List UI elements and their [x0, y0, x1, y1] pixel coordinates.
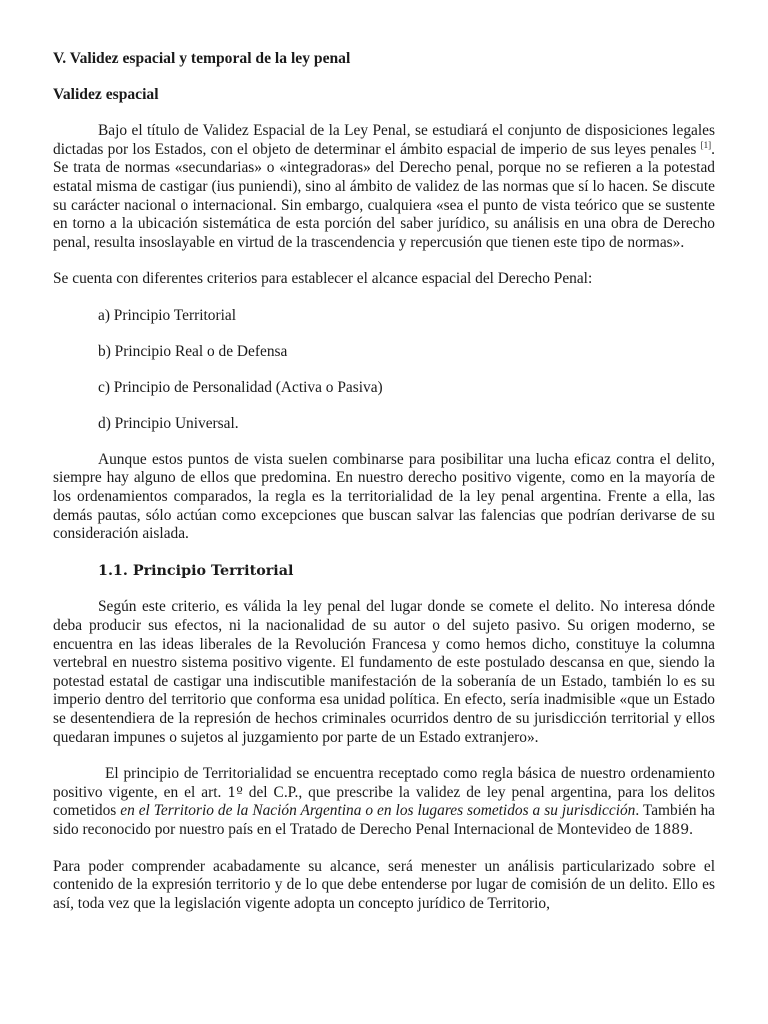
paragraph-reception-text-a: El principio de Territorialidad se encuentra receptado como regla básica de nuestro ordenamiento positivo vigente, en el art.	[53, 765, 715, 801]
paragraph-analysis: Para poder comprender acabadamente su alcance, será menester un análisis particularizado sobre el contenido de la expresión territorio y de lo que debe entenderse por lugar de comisión de un delito. Ello es así, toda vez que la legislación vigente adopta un concepto jurídico de Territorio,	[53, 857, 715, 912]
paragraph-reception	[53, 765, 715, 839]
paragraph-intro-text-a: Bajo el título de Validez Espacial de la Ley Penal, se estudiará el conjunto de disposiciones legales dictadas por los Estados, con el objeto de determinar el ámbito espacial de imperio de sus leyes penales	[53, 122, 715, 158]
footnote-ref[interactable]: [1]	[700, 139, 712, 150]
paragraph-criterion: Según este criterio, es válida la ley penal del lugar donde se comete el delito. No interesa dónde deba producir sus efectos, ni la nacionalidad de su autor o del sujeto pasivo. Su origen moderno, se encuentra en las ideas liberales de la Revolución Francesa y como hemos dicho, constituye la columna vertebral en nuestro sistema positivo vigente. El fundamento de este postulado descansa en que, siendo la potestad estatal de castigar una indiscutible manifestación de la soberanía de un Estado, también lo es su imperio dentro del territorio que conforma esa unidad política. En efecto, sería inadmisible «que un Estado se desentendiera de la represión de hechos criminales ocurridos dentro de su jurisdicción territorial y ellos quedaran impunes o sujetos al juzgamiento por parte de un Estado extranjero».	[53, 598, 715, 746]
section-title: Validez espacial	[53, 85, 159, 103]
paragraph-intro-text-b: . Se trata de normas «secundarias» o «integradoras» del Derecho penal, porque no se refieren a la potestad estatal misma de castigar (ius puniendi), sino al ámbito de validez de las normas que sí lo hacen. Se discute su carácter nacional o internacional. Sin embargo, cualquiera «sea el punto de vista teórico que se sustente en torno a la ubicación sistemática de esta porción del saber jurídico, su análisis en una obra de Derecho penal, resulta insoslayable en virtud de la trascendencia y repercusión que tienen este tipo de normas».	[53, 140, 715, 251]
document-title: V. Validez espacial y temporal de la ley penal	[53, 50, 351, 67]
list-item-territorial: a) Principio Territorial	[98, 306, 236, 324]
treaty-year: 1889	[653, 821, 690, 838]
list-item-personalidad: c) Principio de Personalidad (Activa o Pasiva)	[98, 378, 383, 396]
article-number: 1º	[227, 784, 243, 801]
paragraph-reception-text-d: .	[689, 820, 693, 838]
paragraph-reception-text-c: . También ha sido reconocido por nuestro país en el Tratado de Derecho Penal Internacional de Montevideo de	[53, 802, 716, 838]
paragraph-combination: Aunque estos puntos de vista suelen combinarse para posibilitar una lucha eficaz contra el delito, siempre hay alguno de ellos que predomina. En nuestro derecho positivo vigente, como en la mayoría de los ordenamientos comparados, la regla es la territorialidad de la ley penal argentina. Frente a ella, las demás pautas, sólo actúan como excepciones que buscan salvar las falencias que podrían derivarse de su consideración aislada.	[53, 450, 715, 543]
paragraph-reception-text-b: del C.P., que prescribe la validez de ley penal argentina, para los delitos cometidos	[53, 783, 715, 820]
document-page	[53, 50, 715, 913]
quoted-article-text: en el Territorio de la Nación Argentina o en los lugares sometidos a su jurisdicción	[120, 802, 636, 820]
section-heading-territorial: 1.1. Principio Territorial	[98, 562, 294, 579]
paragraph-intro	[53, 122, 715, 252]
list-item-real: b) Principio Real o de Defensa	[98, 342, 288, 360]
paragraph-criteria: Se cuenta con diferentes criterios para establecer el alcance espacial del Derecho Penal:	[53, 270, 593, 288]
list-item-universal: d) Principio Universal.	[98, 414, 239, 432]
